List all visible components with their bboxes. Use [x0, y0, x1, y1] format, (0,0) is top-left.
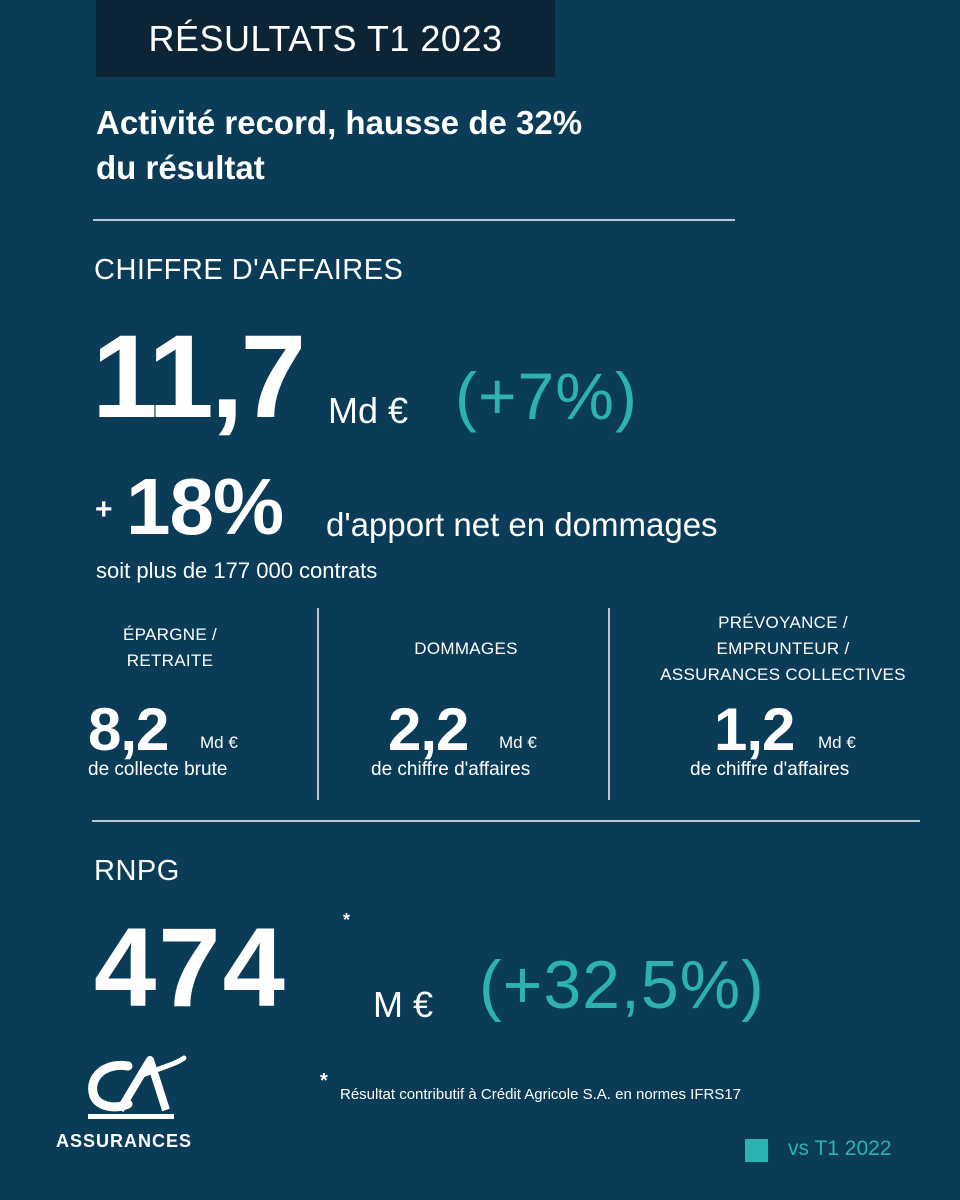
rnpg-label: RNPG	[94, 855, 180, 887]
legend-label: vs T1 2022	[788, 1137, 892, 1160]
revenue-value: 11,7	[92, 311, 304, 443]
logo-text: ASSURANCES	[56, 1131, 193, 1151]
segment-protection-label	[640, 610, 926, 688]
segment-damage-unit: Md €	[499, 733, 537, 752]
segment-savings-unit: Md €	[200, 733, 238, 752]
segment-label-line: DOMMAGES	[414, 639, 518, 658]
revenue-change: (+7%)	[455, 359, 638, 433]
headline-line-1: Activité record, hausse de 32%	[96, 104, 583, 141]
divider-top	[93, 219, 735, 221]
damage-inflow-plus: +	[95, 493, 113, 526]
segment-label-line: PRÉVOYANCE /	[718, 613, 848, 632]
title-banner	[96, 0, 555, 77]
rnpg-asterisk: *	[343, 910, 351, 930]
segment-label-line: EMPRUNTEUR /	[716, 639, 850, 658]
footnote-text: Résultat contributif à Crédit Agricole S.A. en normes IFRS17	[340, 1086, 742, 1103]
segment-divider-2	[608, 608, 610, 800]
segment-savings-desc: de collecte brute	[88, 759, 228, 780]
segment-damage-value: 2,2	[388, 696, 469, 763]
segment-divider-1	[317, 608, 319, 800]
segment-label-line: ASSURANCES COLLECTIVES	[660, 665, 906, 684]
segment-savings-label	[70, 622, 270, 674]
divider-bottom	[92, 820, 920, 822]
revenue-label: CHIFFRE D'AFFAIRES	[94, 254, 404, 286]
credit-agricole-logo-icon	[80, 1052, 190, 1122]
headline	[96, 100, 796, 190]
rnpg-change: (+32,5%)	[479, 947, 765, 1023]
segment-label-line: ÉPARGNE /	[122, 625, 218, 644]
revenue-unit: Md €	[328, 390, 409, 431]
segment-damage-label	[366, 636, 566, 662]
headline-line-2: du résultat	[96, 149, 265, 186]
segment-damage-desc: de chiffre d'affaires	[371, 759, 531, 780]
segment-protection-desc: de chiffre d'affaires	[690, 759, 850, 780]
damage-inflow-text: d'apport net en dommages	[326, 506, 718, 543]
footnote-marker: *	[320, 1070, 328, 1092]
segment-protection-value: 1,2	[714, 696, 795, 763]
damage-inflow-subtext: soit plus de 177 000 contrats	[96, 558, 378, 583]
page-title: RÉSULTATS T1 2023	[148, 17, 503, 59]
rnpg-value: 474	[94, 905, 287, 1030]
segment-savings-value: 8,2	[88, 696, 169, 763]
damage-inflow-value: 18%	[126, 462, 284, 551]
segment-protection-unit: Md €	[818, 733, 856, 752]
legend-swatch	[745, 1139, 768, 1162]
rnpg-unit: M €	[373, 984, 434, 1025]
segment-label-line: RETRAITE	[126, 651, 214, 670]
